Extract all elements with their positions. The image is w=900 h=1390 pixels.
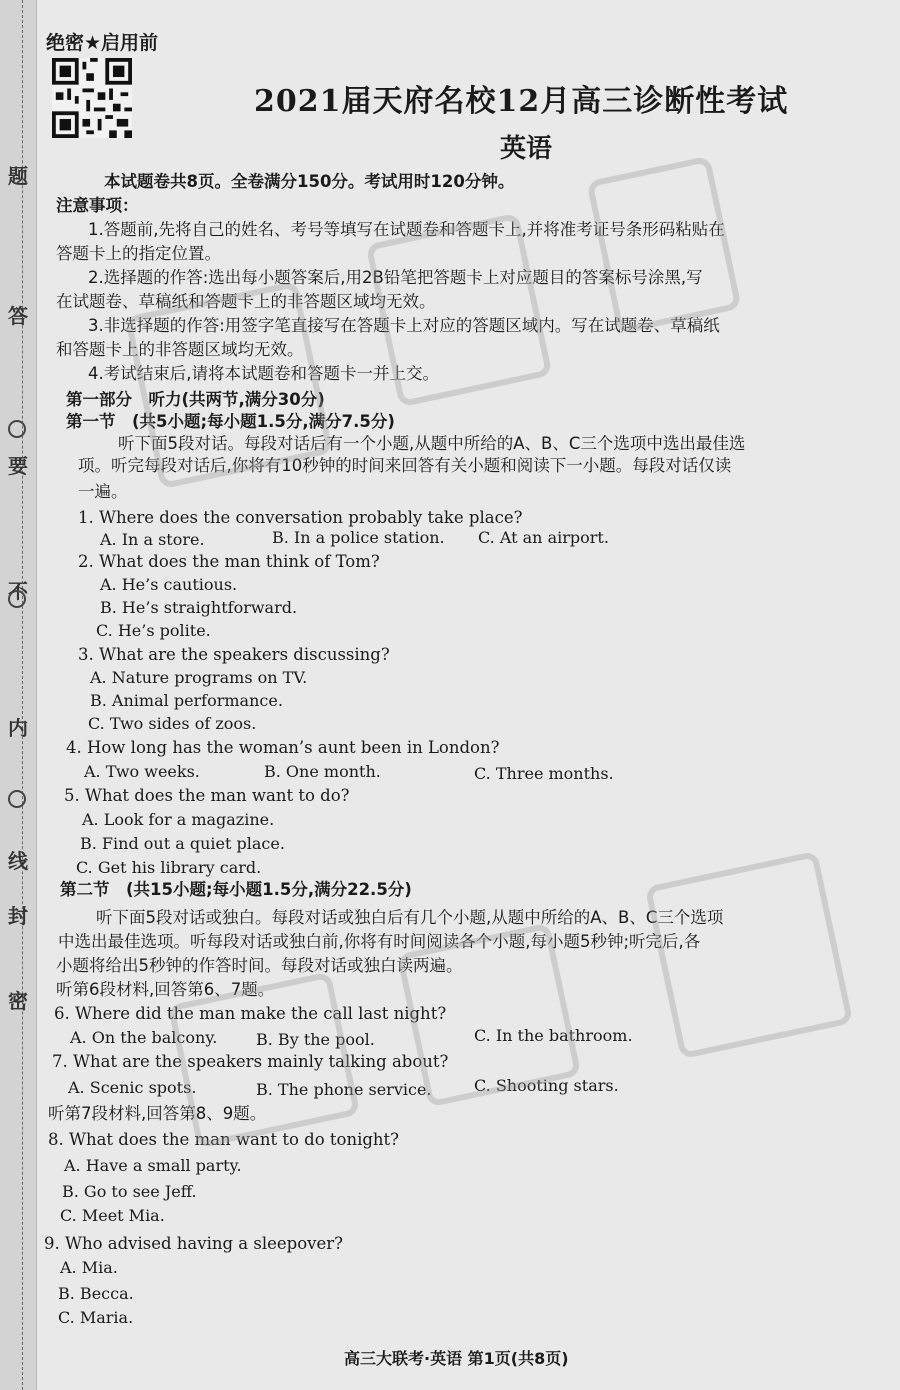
binding-char: 封 [8,904,28,928]
option-a: A. Mia. [60,1258,118,1277]
binding-char: 内 [8,716,28,740]
notice-line: 1.答题前,先将自己的姓名、考号等填写在试题卷和答题卡上,并将准考证号条形码粘贴在 [88,220,725,239]
page-footer: 高三大联考·英语 第1页(共8页) [344,1349,569,1368]
option-b: B. One month. [264,762,381,781]
option-a: A. Look for a magazine. [82,810,275,829]
section2-instr: 中选出最佳选项。听每段对话或独白前,你将有时间阅读各个小题,每小题5秒钟;听完后,各 [58,932,701,951]
section1-heading: 第一节 (共5小题;每小题1.5分,满分7.5分) [66,412,395,431]
section2-heading: 第二节 (共15小题;每小题1.5分,满分22.5分) [60,880,412,899]
notice-line: 3.非选择题的作答:用签字笔直接写在答题卡上对应的答题区域内。写在试题卷、草稿纸 [88,316,720,335]
option-c: C. Maria. [58,1308,134,1327]
material-6-label: 听第6段材料,回答第6、7题。 [56,980,275,999]
exam-title: 2021届天府名校12月高三诊断性考试 [254,84,789,119]
question-1: 1. Where does the conversation probably take place? [78,508,523,527]
question-4: 4. How long has the woman’s aunt been in London? [66,738,500,757]
option-c: C. At an airport. [478,528,609,547]
option-b: B. Find out a quiet place. [80,834,285,853]
option-b: B. The phone service. [256,1080,432,1099]
binding-hole-icon [8,590,26,608]
binding-char: 线 [8,849,28,873]
exam-intro: 本试题卷共8页。全卷满分150分。考试用时120分钟。 [104,172,515,191]
notice-line: 2.选择题的作答:选出每小题答案后,用2B铅笔把答题卡上对应题目的答案标号涂黑,写 [88,268,703,287]
part1-heading: 第一部分 听力(共两节,满分30分) [66,390,325,409]
question-3: 3. What are the speakers discussing? [78,645,390,664]
question-5: 5. What does the man want to do? [64,786,350,805]
option-a: A. Scenic spots. [68,1078,197,1097]
binding-char: 密 [8,989,28,1013]
option-b: B. Becca. [58,1284,134,1303]
material-7-label: 听第7段材料,回答第8、9题。 [48,1104,267,1123]
exam-subject: 英语 [500,134,553,164]
section1-instr: 听下面5段对话。每段对话后有一个小题,从题中所给的A、B、C三个选项中选出最佳选 [118,434,746,453]
secret-label: 绝密★启用前 [46,32,159,54]
question-2: 2. What does the man think of Tom? [78,552,380,571]
binding-char: 不 [8,579,28,603]
binding-margin [0,0,37,1390]
option-a: A. He’s cautious. [100,575,238,594]
option-a: A. In a store. [100,530,205,549]
notice-line: 4.考试结束后,请将本试题卷和答题卡一并上交。 [88,364,439,383]
question-8: 8. What does the man want to do tonight? [48,1130,400,1149]
option-c: C. In the bathroom. [474,1026,633,1045]
option-b: B. Animal performance. [90,691,283,710]
section2-instr: 小题将给出5秒钟的作答时间。每段对话或独白读两遍。 [56,956,463,975]
binding-hole-icon [8,420,26,438]
binding-char: 题 [8,164,28,188]
option-c: C. Two sides of zoos. [88,714,257,733]
option-b: B. He’s straightforward. [100,598,298,617]
option-b: B. In a police station. [272,528,445,547]
exam-page [44,0,900,1390]
notice-title: 注意事项： [56,196,139,215]
notice-line: 在试题卷、草稿纸和答题卡上的非答题区域均无效。 [56,292,436,311]
question-7: 7. What are the speakers mainly talking about? [52,1052,449,1071]
section2-instr: 听下面5段对话或独白。每段对话或独白后有几个小题,从题中所给的A、B、C三个选项 [96,908,724,927]
qr-code-icon [52,58,132,138]
question-9: 9. Who advised having a sleepover? [44,1234,343,1253]
binding-dashed-line [22,0,23,1390]
option-c: C. He’s polite. [96,621,211,640]
option-c: C. Meet Mia. [60,1206,165,1225]
question-6: 6. Where did the man make the call last night? [54,1004,447,1023]
option-b: B. Go to see Jeff. [62,1182,197,1201]
section1-instr: 项。听完每段对话后,你将有10秒钟的时间来回答有关小题和阅读下一小题。每段对话仅读 [78,456,732,475]
binding-hole-icon [8,790,26,808]
option-c: C. Get his library card. [76,858,262,877]
notice-line: 和答题卡上的非答题区域均无效。 [56,340,304,359]
option-a: A. On the balcony. [70,1028,218,1047]
option-a: A. Nature programs on TV. [90,668,308,687]
binding-char: 要 [8,454,28,478]
option-a: A. Have a small party. [64,1156,242,1175]
option-b: B. By the pool. [256,1030,375,1049]
option-c: C. Three months. [474,764,614,783]
binding-char: 答 [8,304,28,328]
option-c: C. Shooting stars. [474,1076,619,1095]
section1-instr: 一遍。 [78,482,128,501]
notice-line: 答题卡上的指定位置。 [56,244,221,263]
option-a: A. Two weeks. [84,762,200,781]
